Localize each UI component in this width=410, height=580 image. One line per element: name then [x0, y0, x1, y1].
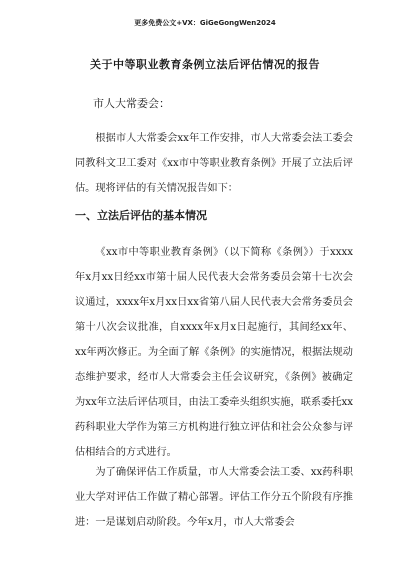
salutation: 市人大常委会： [93, 97, 170, 110]
body-paragraph: 《xx市中等职业教育条例》（以下简称《条例》）于xxxx年x月xx日经xx市第十届人民代表大会常务委员会第十七次会议通过，xxxx年x月xx日xx省第八届人民代表大会常务委员会第十八次会议批准，自xxxx年x月x日起施行，其间经xx年、xx年两次修正。为全面了解《条例》的实施情况，根据法规动态维护要求，经市人大常委会主任会议研究，《条例》被确定为xx年立法后评估项目，由法工委牵头组织实施，联系委托xx药科职业大学作为第三方机构进行独立评估和社会公众参与评估相结合的方式进行。 [75, 247, 353, 458]
section-heading: 一、立法后评估的基本情况 [75, 209, 207, 222]
promo-banner: 更多免费公文+VX：GiGeGongWen2024 [134, 19, 276, 27]
body-paragraph: 为了确保评估工作质量，市人大常委会法工委、xx药科职业大学对评估工作做了精心部署。评估工作分五个阶段有序推进：一是谋划启动阶段。今年x月，市人大常委会 [75, 467, 353, 528]
document-title: 关于中等职业教育条例立法后评估情况的报告 [90, 58, 320, 71]
intro-paragraph: 根据市人大常委会xx年工作安排，市人大常委会法工委会同教科文卫工委对《xx市中等职业教育条例》开展了立法后评估。现将评估的有关情况报告如下： [75, 133, 353, 194]
